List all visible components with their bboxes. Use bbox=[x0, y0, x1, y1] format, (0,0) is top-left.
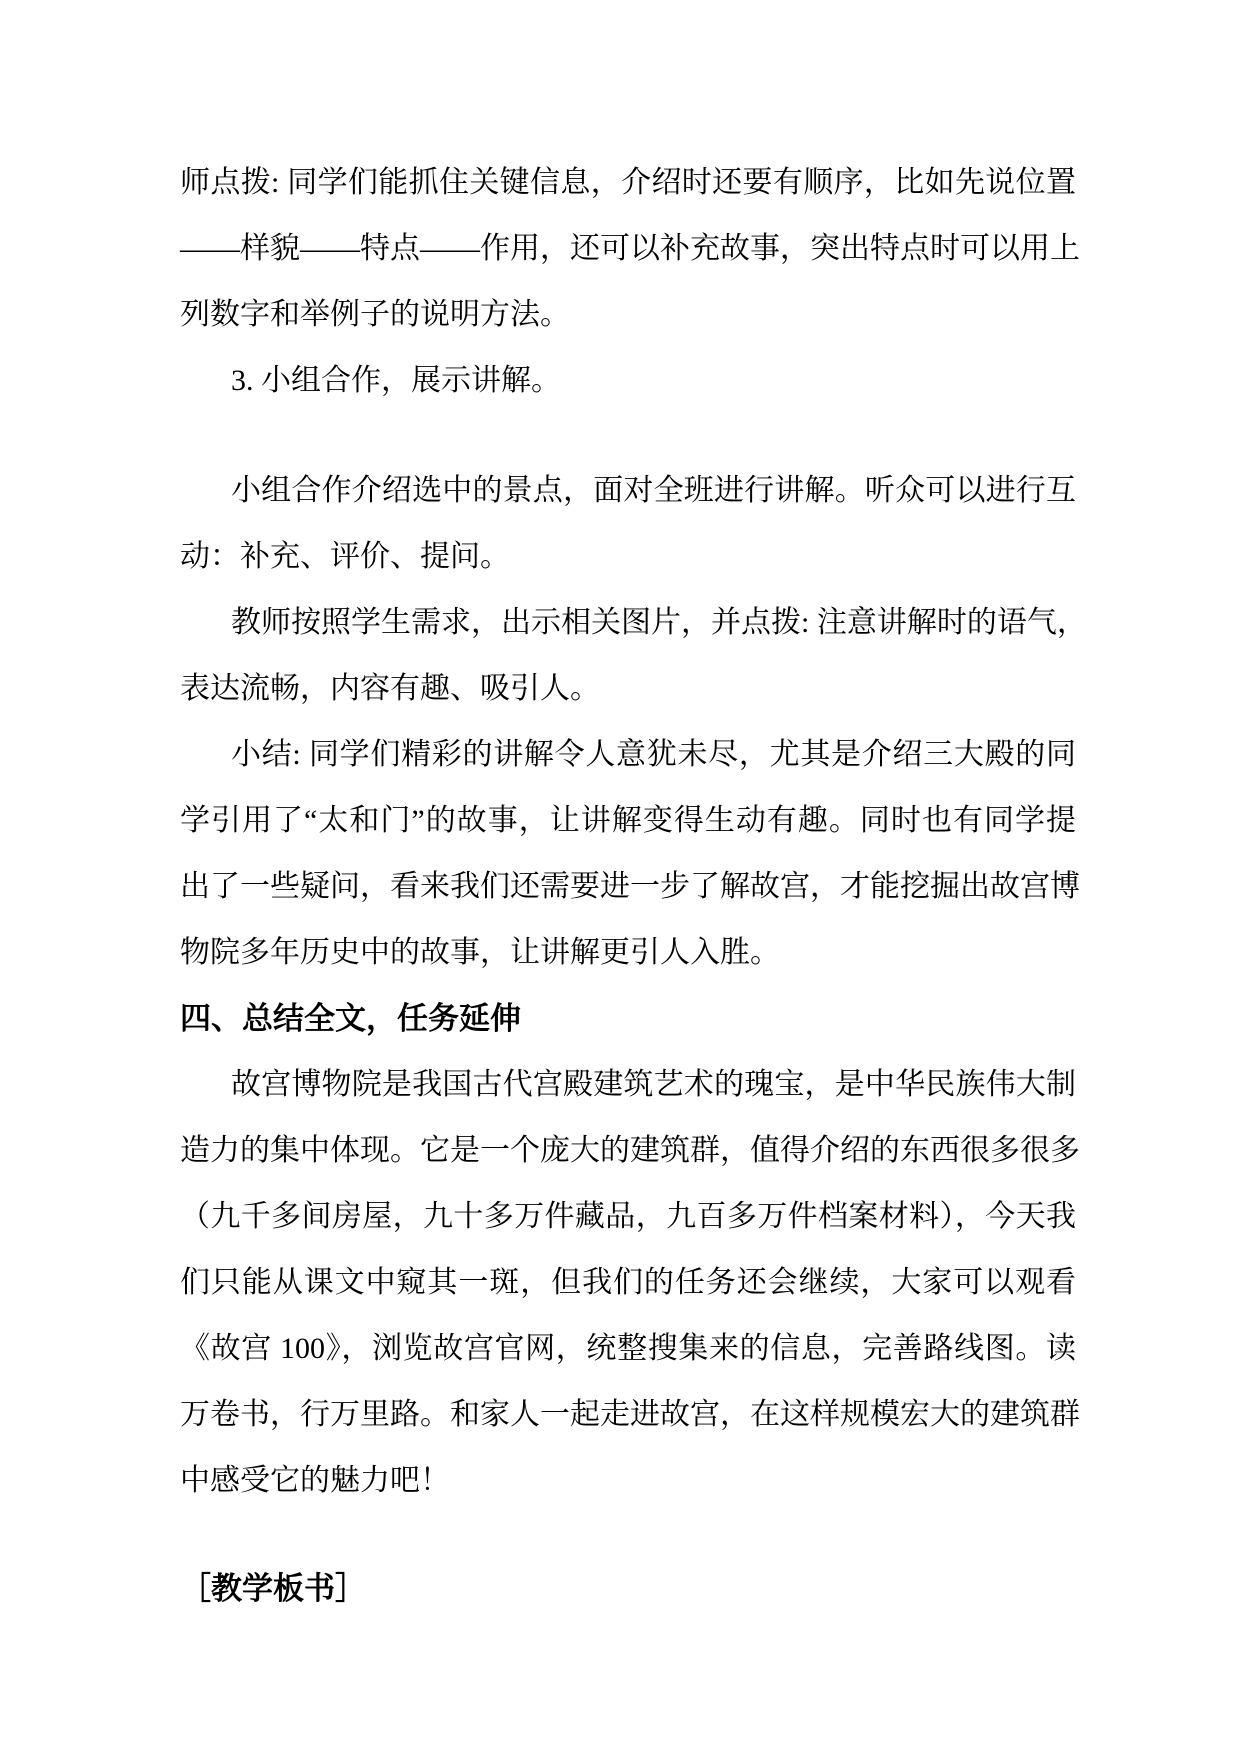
text-line: 造力的集中体现。它是一个庞大的建筑群，值得介绍的东西很多很多 bbox=[180, 1134, 1080, 1167]
page-content bbox=[180, 150, 1087, 1622]
text-line: 四、总结全文，任务延伸 bbox=[180, 1001, 521, 1036]
text-line: 师点拨: 同学们能抓住关键信息，介绍时还要有顺序，比如先说位置 bbox=[180, 166, 1076, 199]
text-line: 小组合作介绍选中的景点，面对全班进行讲解。听众可以进行互 bbox=[231, 474, 1076, 507]
text-line: 中感受它的魅力吧！ bbox=[180, 1464, 450, 1497]
paragraph bbox=[180, 458, 1076, 590]
text-line: 出了一些疑问，看来我们还需要进一步了解故宫，才能挖掘出故宫博 bbox=[180, 870, 1080, 903]
text-line: 物院多年历史中的故事，让讲解更引人入胜。 bbox=[180, 936, 780, 969]
text-line: 们只能从课文中窥其一斑，但我们的任务还会继续，大家可以观看 bbox=[180, 1266, 1076, 1299]
text-line: 表达流畅，内容有趣、吸引人。 bbox=[180, 672, 600, 705]
text-line: 小结: 同学们精彩的讲解令人意犹未尽，尤其是介绍三大殿的同 bbox=[231, 738, 1076, 771]
text-line: ——样貌——特点——作用，还可以补充故事，突出特点时可以用上 bbox=[180, 232, 1080, 265]
paragraph bbox=[180, 590, 1087, 722]
text-line: 教师按照学生需求，出示相关图片，并点拨: 注意讲解时的语气， bbox=[231, 606, 1087, 639]
blank-line bbox=[180, 414, 1076, 458]
text-line: 故宫博物院是我国古代宫殿建筑艺术的瑰宝，是中华民族伟大制 bbox=[231, 1068, 1076, 1101]
text-line: ［教学板书］ bbox=[180, 1571, 366, 1606]
text-line: 万卷书，行万里路。和家人一起走进故宫，在这样规模宏大的建筑群 bbox=[180, 1398, 1080, 1431]
paragraph bbox=[180, 150, 1080, 348]
text-line: （九千多间房屋，九十多万件藏品，九百多万件档案材料），今天我 bbox=[180, 1200, 1076, 1233]
blank-line bbox=[180, 1514, 1076, 1556]
paragraph bbox=[180, 348, 1076, 414]
section-heading bbox=[180, 1556, 1076, 1622]
paragraph bbox=[180, 1052, 1080, 1514]
section-heading bbox=[180, 986, 1076, 1052]
text-line: 动：补充、评价、提问。 bbox=[180, 540, 510, 573]
text-line: 《故宫 100》，浏览故宫官网，统整搜集来的信息，完善路线图。读 bbox=[180, 1332, 1076, 1365]
text-line: 3. 小组合作，展示讲解。 bbox=[231, 364, 561, 397]
paragraph bbox=[180, 722, 1080, 986]
text-line: 列数字和举例子的说明方法。 bbox=[180, 298, 570, 331]
text-line: 学引用了“太和门”的故事，让讲解变得生动有趣。同时也有同学提 bbox=[180, 804, 1076, 837]
